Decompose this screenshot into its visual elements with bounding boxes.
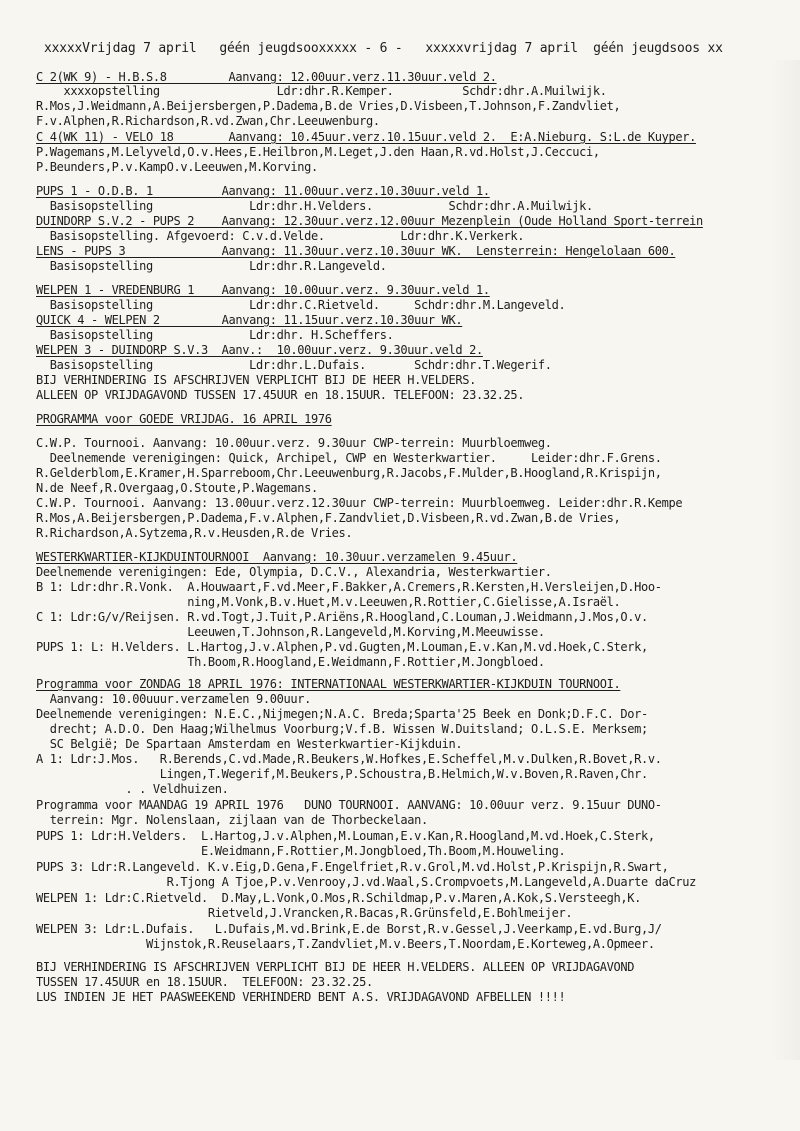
text-line: E.Weidmann,F.Rottier,M.Jongbloed,Th.Boom,M.Houweling.: [36, 844, 566, 858]
text-line: ning,M.Vonk,B.v.Huet,M.v.Leeuwen,R.Rottier,C.Gielisse,A.Israël.: [36, 595, 621, 609]
text-line: Basisopstelling Ldr:dhr.H.Velders. Schdr:dhr.A.Muilwijk.: [36, 199, 593, 213]
text-line: BIJ VERHINDERING IS AFSCHRIJVEN VERPLICHT BIJ DE HEER H.VELDERS. ALLEEN OP VRIJDAGAVOND: [36, 960, 635, 974]
text-line: C.W.P. Tournooi. Aanvang: 13.00uur.verz.12.30uur CWP-terrein: Muurbloemweg. Leider:dhr.R.Kempe: [36, 496, 683, 510]
text-line: Basisopstelling Ldr:dhr.C.Rietveld. Schdr:dhr.M.Langeveld.: [36, 298, 566, 312]
text-line: PUPS 1 - O.D.B. 1 Aanvang: 11.00uur.verz.10.30uur.veld 1.: [36, 184, 490, 198]
text-line: PROGRAMMA voor GOEDE VRIJDAG. 16 APRIL 1976: [36, 412, 332, 426]
text-line: C 2(WK 9) - H.B.S.8 Aanvang: 12.00uur.verz.11.30uur.veld 2.: [36, 70, 497, 84]
text-line: Wijnstok,R.Reuselaars,T.Zandvliet,M.v.Beers,T.Noordam,E.Korteweg,A.Opmeer.: [36, 937, 655, 951]
text-line: SC België; De Spartaan Amsterdam en Westerkwartier-Kijkduin.: [36, 737, 463, 751]
text-line: R.Richardson,A.Sytzema,R.v.Heusden,R.de Vries.: [36, 526, 353, 540]
text-line: drecht; A.D.O. Den Haag;Wilhelmus Voorburg;V.f.B. Wissen W.Duitsland; O.L.S.E. Merksem;: [36, 722, 648, 736]
text-line: LENS - PUPS 3 Aanvang: 11.30uur.verz.10.30uur WK. Lensterrein: Hengelolaan 600.: [36, 244, 676, 258]
text-line: LUS INDIEN JE HET PAASWEEKEND VERHINDERD BENT A.S. VRIJDAGAVOND AFBELLEN !!!!: [36, 990, 566, 1004]
text-line: F.v.Alphen,R.Richardson,R.vd.Zwan,Chr.Leeuwenburg.: [36, 114, 380, 128]
text-line: Deelnemende verenigingen: N.E.C.,Nijmegen;N.A.C. Breda;Sparta'25 Beek en Donk;D.F.C. Dor-: [36, 707, 648, 721]
page-edge-shadow: [770, 60, 800, 1060]
text-line: WELPEN 1 - VREDENBURG 1 Aanvang: 10.00uur.verz. 9.30uur.veld 1.: [36, 283, 490, 297]
text-line: Programma voor ZONDAG 18 APRIL 1976: INTERNATIONAAL WESTERKWARTIER-KIJKDUIN TOURNOOI.: [36, 677, 621, 691]
text-line: Rietveld,J.Vrancken,R.Bacas,R.Grünsfeld,E.Bohlmeijer.: [36, 906, 573, 920]
text-line: WELPEN 1: Ldr:C.Rietveld. D.May,L.Vonk,O.Mos,R.Schildmap,P.v.Maren,A.Kok,S.Versteegh,K.: [36, 891, 641, 905]
text-line: Aanvang: 10.00uuur.verzamelen 9.00uur.: [36, 692, 311, 706]
text-line: Basisopstelling. Afgevoerd: C.v.d.Velde. Ldr:dhr.K.Verkerk.: [36, 229, 525, 243]
text-line: Leeuwen,T.Johnson,R.Langeveld,M.Korving,M.Meeuwisse.: [36, 625, 545, 639]
text-line: Lingen,T.Wegerif,M.Beukers,P.Schoustra,B.Helmich,W.v.Boven,R.Raven,Chr.: [36, 767, 648, 781]
text-line: Deelnemende verenigingen: Ede, Olympia, D.C.V., Alexandria, Westerkwartier.: [36, 565, 552, 579]
text-line: QUICK 4 - WELPEN 2 Aanvang: 11.15uur.verz.10.30uur WK.: [36, 313, 463, 327]
text-line: C 1: Ldr:G/v/Reijsen. R.vd.Togt,J.Tuit,P.Ariëns,R.Hoogland,C.Louman,J.Weidmann,J.Mos,O.v.: [36, 610, 648, 624]
text-line: R.Gelderblom,E.Kramer,H.Sparreboom,Chr.Leeuwenburg,R.Jacobs,F.Mulder,B.Hoogland,R.Krispijn,: [36, 466, 662, 480]
text-line: Th.Boom,R.Hoogland,E.Weidmann,F.Rottier,M.Jongbloed.: [36, 655, 545, 669]
text-line: PUPS 3: Ldr:R.Langeveld. K.v.Eig,D.Gena,F.Engelfriet,R.v.Grol,M.vd.Holst,P.Krispijn,R.Swart,: [36, 860, 669, 874]
text-line: Basisopstelling Ldr:dhr. H.Scheffers.: [36, 328, 394, 342]
text-line: B 1: Ldr:dhr.R.Vonk. A.Houwaart,F.vd.Meer,F.Bakker,A.Cremers,R.Kersten,H.Versleijen,D.Hoo-: [36, 580, 662, 594]
text-line: R.Tjong A Tjoe,P.v.Venrooy,J.vd.Waal,S.Crompvoets,M.Langeveld,A.Duarte daCruz: [36, 875, 696, 889]
text-line: Basisopstelling Ldr:dhr.R.Langeveld.: [36, 259, 387, 273]
text-line: terrein: Mgr. Nolenslaan, zijlaan van de Thorbeckelaan.: [36, 813, 428, 827]
page-header-line: xxxxxVrijdag 7 april géén jeugdsooxxxxx - 6 - xxxxxvrijdag 7 april géén jeugdsoos xx: [44, 41, 723, 56]
text-line: A 1: Ldr:J.Mos. R.Berends,C.vd.Made,R.Beukers,W.Hofkes,E.Scheffel,M.v.Dulken,R.Bovet,R.v.: [36, 752, 662, 766]
text-line: PUPS 1: L: H.Velders. L.Hartog,J.v.Alphen,P.vd.Gugten,M.Louman,E.v.Kan,M.vd.Hoek,C.Sterk,: [36, 640, 648, 654]
text-line: ALLEEN OP VRIJDAGAVOND TUSSEN 17.45UUR en 18.15UUR. TELEFOON: 23.32.25.: [36, 388, 525, 402]
text-line: TUSSEN 17.45UUR en 18.15UUR. TELEFOON: 23.32.25.: [36, 975, 373, 989]
text-line: P.Beunders,P.v.KampO.v.Leeuwen,M.Korving.: [36, 160, 318, 174]
text-line: Deelnemende verenigingen: Quick, Archipel, CWP en Westerkwartier. Leider:dhr.F.Grens.: [36, 451, 662, 465]
text-line: xxxxopstelling Ldr:dhr.R.Kemper. Schdr:dhr.A.Muilwijk.: [36, 84, 607, 98]
text-line: DUINDORP S.V.2 - PUPS 2 Aanvang: 12.30uur.verz.12.00uur Mezenplein (Oude Holland Sport-terrein: [36, 214, 703, 228]
text-line: R.Mos,A.Beijersbergen,P.Dadema,F.v.Alphen,F.Zandvliet,D.Visbeen,R.vd.Zwan,B.de Vries,: [36, 511, 621, 525]
text-line: Basisopstelling Ldr:dhr.L.Dufais. Schdr:dhr.T.Wegerif.: [36, 358, 552, 372]
text-line: WESTERKWARTIER-KIJKDUINTOURNOOI Aanvang: 10.30uur.verzamelen 9.45uur.: [36, 550, 518, 564]
text-line: R.Mos,J.Weidmann,A.Beijersbergen,P.Dadema,B.de Vries,D.Visbeen,T.Johnson,F.Zandvliet,: [36, 99, 621, 113]
text-line: N.de Neef,R.Overgaag,O.Stoute,P.Wagemans.: [36, 481, 318, 495]
text-line: P.Wagemans,M.Lelyveld,O.v.Hees,E.Heilbron,M.Leget,J.den Haan,R.vd.Holst,J.Ceccuci,: [36, 145, 600, 159]
text-line: WELPEN 3: Ldr:L.Dufais. L.Dufais,M.vd.Brink,E.de Borst,R.v.Gessel,J.Veerkamp,E.vd.Burg,J/: [36, 922, 662, 936]
text-line: Programma voor MAANDAG 19 APRIL 1976 DUNO TOURNOOI. AANVANG: 10.00uur verz. 9.15uur DUNO-: [36, 798, 662, 812]
text-line: C.W.P. Tournooi. Aanvang: 10.00uur.verz. 9.30uur CWP-terrein: Muurbloemweg.: [36, 436, 552, 450]
text-line: WELPEN 3 - DUINDORP S.V.3 Aanv.: 10.00uur.verz. 9.30uur.veld 2.: [36, 343, 483, 357]
text-line: C 4(WK 11) - VELO 18 Aanvang: 10.45uur.verz.10.15uur.veld 2. E:A.Nieburg. S:L.de Kuyper.: [36, 130, 696, 144]
text-line: BIJ VERHINDERING IS AFSCHRIJVEN VERPLICHT BIJ DE HEER H.VELDERS.: [36, 373, 476, 387]
text-line: . . Veldhuizen.: [36, 782, 229, 796]
text-line: PUPS 1: Ldr:H.Velders. L.Hartog,J.v.Alphen,M.Louman,E.v.Kan,R.Hoogland,M.vd.Hoek,C.Sterk,: [36, 829, 655, 843]
